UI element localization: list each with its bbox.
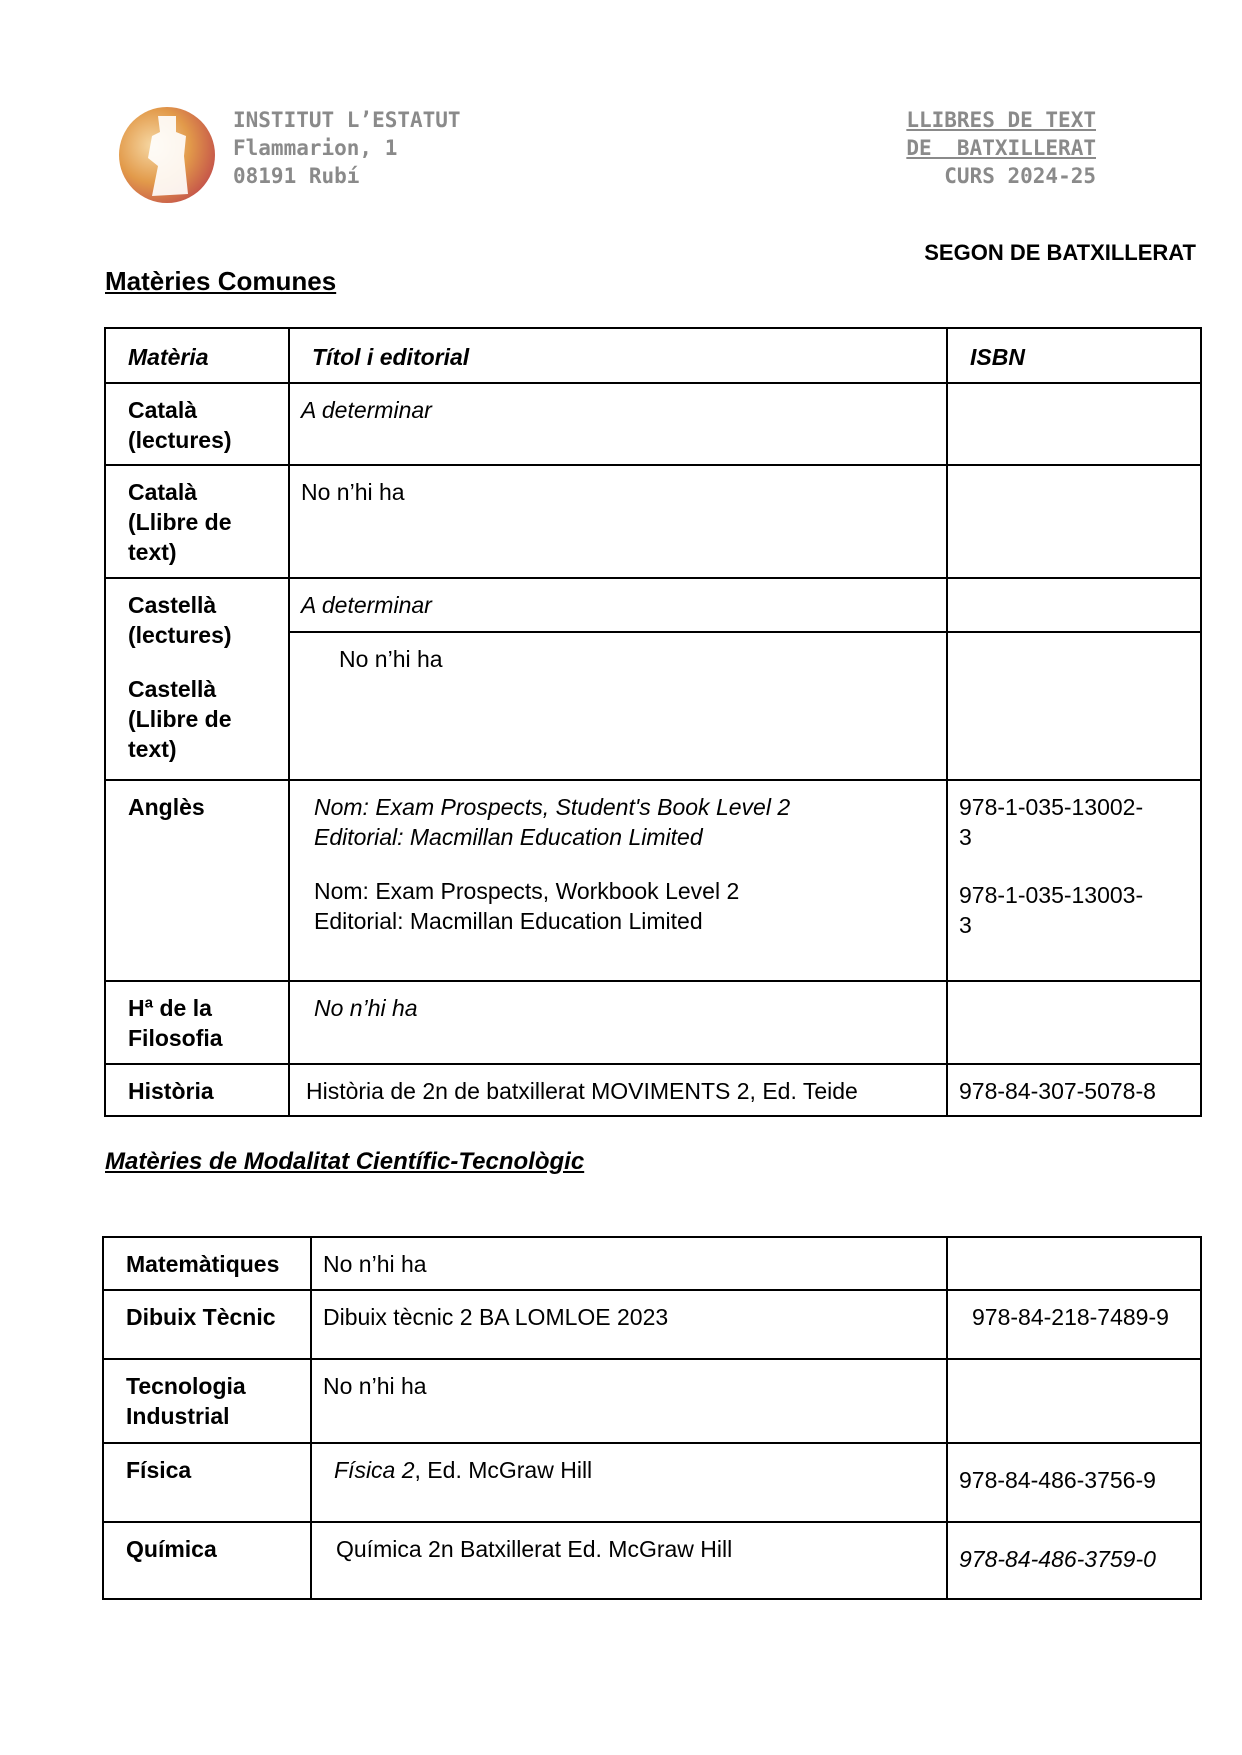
subject-label: Català — [128, 479, 198, 505]
school-logo-icon — [118, 106, 216, 204]
title-cell: Història de 2n de batxillerat MOVIMENTS 2, Ed. Teide — [289, 1064, 947, 1116]
isbn-cell: 978-84-218-7489-9 — [947, 1290, 1201, 1359]
isbn-value: 978-1-035-13002- — [959, 794, 1144, 820]
table-row — [105, 981, 1201, 1064]
isbn-cell — [947, 383, 1201, 465]
document-title-block — [906, 106, 1096, 190]
institution-info — [233, 106, 461, 190]
isbn-value: 978-1-035-13003- — [959, 882, 1144, 908]
table-row — [103, 1359, 1201, 1443]
subject-label: Tecnologia — [126, 1373, 246, 1399]
isbn-cell — [947, 632, 1201, 780]
book-name: Nom: Exam Prospects, Student's Book Level 2 — [314, 794, 791, 820]
table-row — [103, 1290, 1201, 1359]
subject-cell: Dibuix Tècnic — [103, 1290, 311, 1359]
isbn-cell — [947, 981, 1201, 1064]
title-cell: No n’hi ha — [311, 1237, 947, 1290]
institution-address: Flammarion, 1 — [233, 136, 398, 160]
isbn-cell: 978-84-307-5078-8 — [947, 1064, 1201, 1116]
isbn-cell — [947, 1237, 1201, 1290]
title-cell: No n’hi ha — [311, 1359, 947, 1443]
isbn-cell: 978-84-486-3756-9 — [947, 1443, 1201, 1522]
book-name: Nom: Exam Prospects, Workbook Level 2 — [314, 878, 740, 904]
course-level: SEGON DE BATXILLERAT — [924, 240, 1196, 265]
subject-label: (Llibre de — [128, 509, 232, 535]
institution-city: 08191 Rubí — [233, 164, 360, 188]
title-cell: No n’hi ha — [289, 981, 947, 1064]
header-isbn: ISBN — [947, 328, 1201, 383]
isbn-cell — [947, 780, 1201, 981]
subject-label: Hª de la — [128, 995, 212, 1021]
table-row — [105, 383, 1201, 465]
title-cell: No n’hi ha — [289, 465, 947, 578]
table-row — [105, 1064, 1201, 1116]
subject-cell: Física — [103, 1443, 311, 1522]
subject-label: Castellà — [128, 676, 217, 702]
subject-cell: Matemàtiques — [103, 1237, 311, 1290]
modality-subjects-table — [102, 1236, 1202, 1600]
title-cell: A determinar — [289, 383, 947, 465]
title-cell — [311, 1443, 947, 1522]
common-subjects-title: Matèries Comunes — [105, 266, 337, 296]
subject-cell: Anglès — [105, 780, 289, 981]
book-editorial: Editorial: Macmillan Education Limited — [314, 908, 703, 934]
subject-cell — [103, 1359, 311, 1443]
document-title-line-1: LLIBRES DE TEXT — [906, 108, 1096, 132]
subject-cell: Química — [103, 1522, 311, 1599]
title-cell: Química 2n Batxillerat Ed. McGraw Hill — [311, 1522, 947, 1599]
subject-label: (Llibre de — [128, 706, 232, 732]
subject-cell: Història — [105, 1064, 289, 1116]
isbn-value: 3 — [959, 824, 972, 850]
table-row — [103, 1522, 1201, 1599]
title-cell: No n’hi ha — [289, 632, 947, 780]
book-editorial: Editorial: Macmillan Education Limited — [314, 824, 703, 850]
book-editorial: , Ed. McGraw Hill — [414, 1457, 593, 1483]
table-row — [105, 465, 1201, 578]
subject-cell — [105, 981, 289, 1064]
table-row — [103, 1443, 1201, 1522]
document-title-line-2: DE BATXILLERAT — [906, 136, 1096, 160]
isbn-value: 3 — [959, 912, 972, 938]
subject-cell — [105, 383, 289, 465]
isbn-cell — [947, 465, 1201, 578]
course-year: CURS 2024-25 — [944, 164, 1096, 188]
title-cell: A determinar — [289, 578, 947, 632]
subject-label: Industrial — [126, 1403, 230, 1429]
subject-label: Filosofia — [128, 1025, 223, 1051]
common-subjects-table — [104, 327, 1202, 1117]
table-header-row — [105, 328, 1201, 383]
subject-cell — [105, 578, 289, 780]
header-subject: Matèria — [105, 328, 289, 383]
subject-label: (lectures) — [128, 427, 232, 453]
title-cell — [289, 780, 947, 981]
isbn-cell — [947, 1359, 1201, 1443]
table-row — [103, 1237, 1201, 1290]
subject-label: (lectures) — [128, 622, 232, 648]
subject-label: text) — [128, 736, 177, 762]
isbn-cell: 978-84-486-3759-0 — [947, 1522, 1201, 1599]
subject-label: text) — [128, 539, 177, 565]
header-title: Títol i editorial — [289, 328, 947, 383]
subject-label: Castellà — [128, 592, 217, 618]
subject-label: Català — [128, 397, 198, 423]
table-row — [105, 578, 1201, 632]
modality-subjects-title: Matèries de Modalitat Científic-Tecnològic — [105, 1148, 585, 1175]
isbn-cell — [947, 578, 1201, 632]
table-row — [105, 780, 1201, 981]
title-cell: Dibuix tècnic 2 BA LOMLOE 2023 — [311, 1290, 947, 1359]
book-name: Física 2 — [334, 1457, 415, 1483]
subject-cell — [105, 465, 289, 578]
institution-name: INSTITUT L’ESTATUT — [233, 108, 461, 132]
